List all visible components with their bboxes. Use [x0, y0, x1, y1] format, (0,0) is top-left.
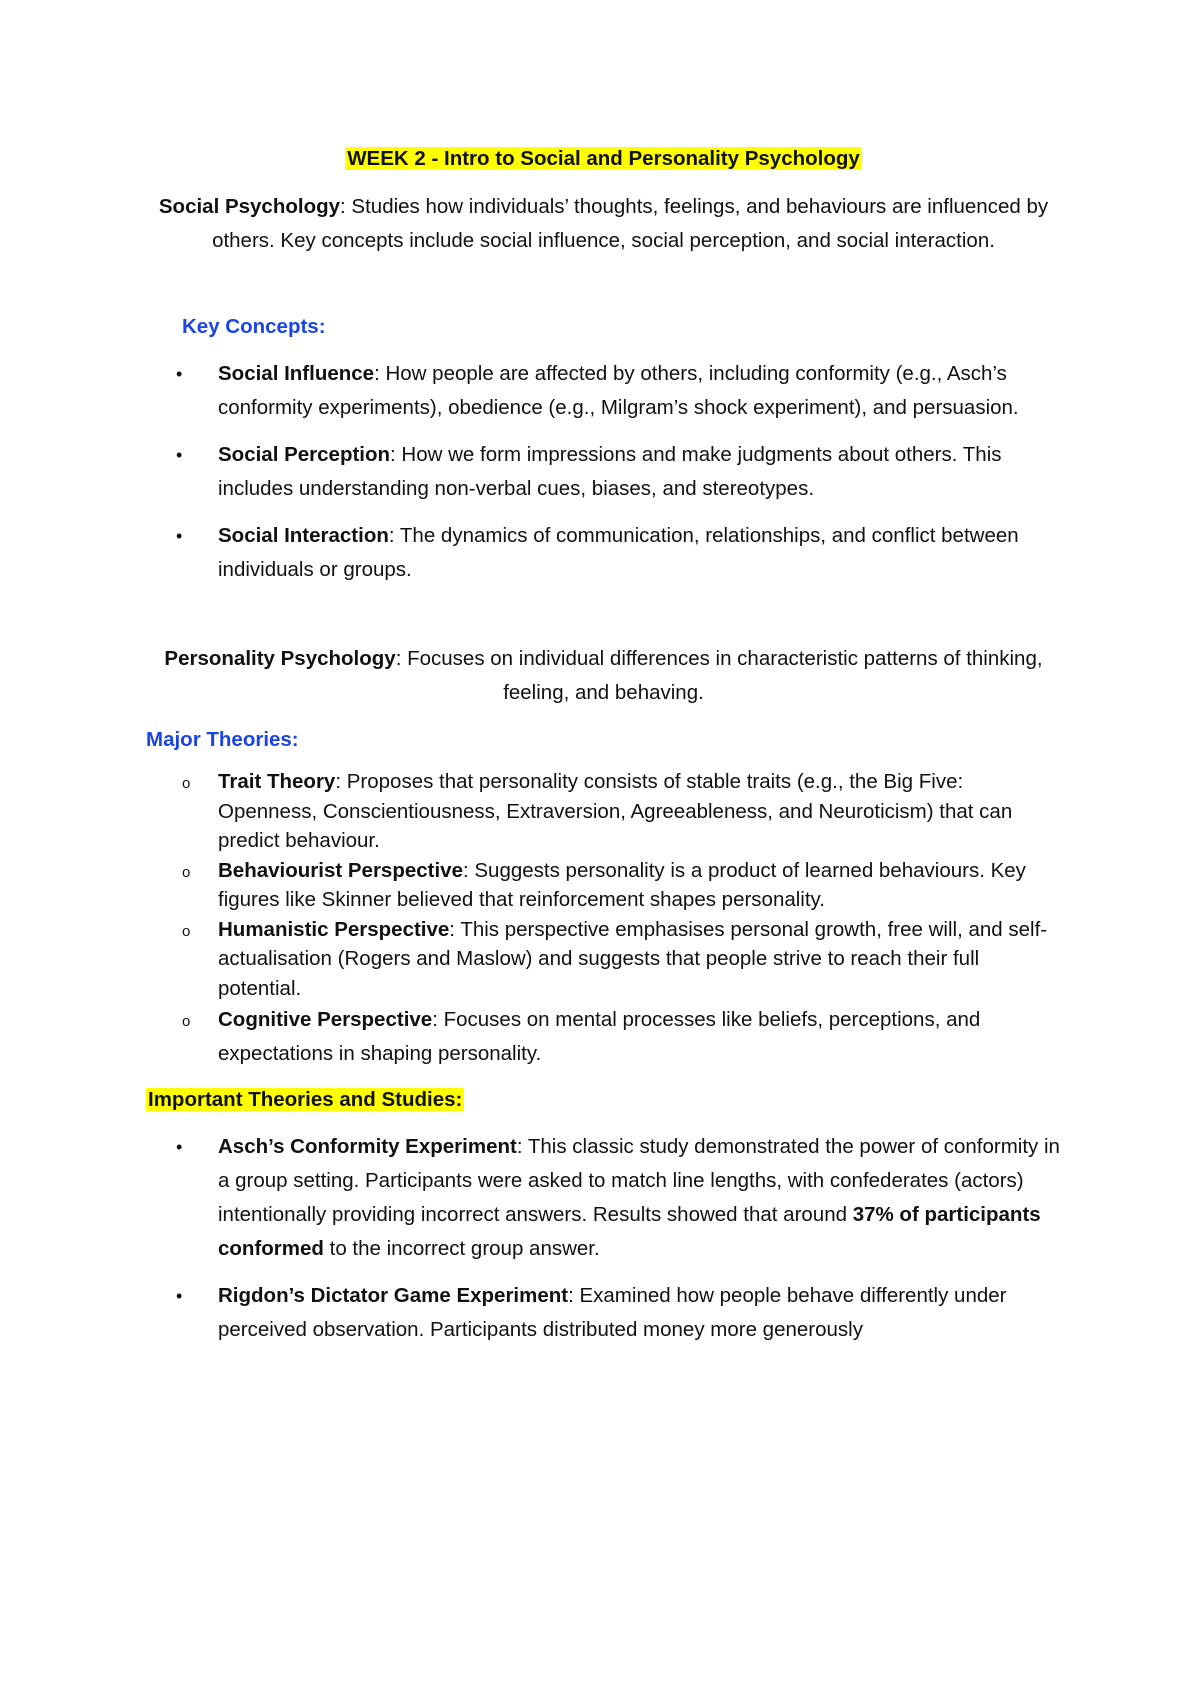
page-title: [146, 142, 1061, 176]
circle-bullet-icon: o: [182, 922, 191, 940]
social-psychology-term: Social Psychology: [158, 195, 341, 218]
document-content: [146, 142, 1061, 1347]
key-concepts-heading: Key Concepts:: [182, 315, 326, 338]
item-text: : Suggests personality is a product of learned behaviours. Key figures like Skinner believed that reinforcement shapes personality.: [218, 858, 1026, 911]
item-term: Social Influence: [218, 362, 375, 385]
bullet-icon: •: [176, 1137, 183, 1157]
bullet-icon: •: [176, 1286, 183, 1306]
circle-bullet-icon: o: [182, 775, 191, 792]
item-text: : This perspective emphasises personal growth, free will, and self-actualisation (Rogers and Maslow) and suggests that people strive to reach their full potential.: [218, 917, 1048, 1000]
circle-bullet-icon: o: [182, 863, 191, 881]
item-term: Social Perception: [218, 443, 391, 466]
list-item: [146, 519, 1061, 587]
list-item: [146, 1003, 1061, 1071]
list-item: [146, 357, 1061, 425]
bullet-icon: •: [176, 364, 183, 384]
bullet-icon: •: [176, 445, 183, 465]
item-term: Asch’s Conformity Experiment: [218, 1135, 517, 1158]
title-highlight: WEEK 2 - Intro to Social and Personality Psychology: [347, 147, 860, 170]
list-item: [146, 915, 1061, 1004]
item-text: : How we form impressions and make judgments about others. This includes understanding non-verbal cues, biases, and stereotypes.: [218, 443, 1002, 500]
item-text: : Focuses on mental processes like beliefs, perceptions, and expectations in shaping personality.: [218, 1008, 981, 1065]
item-text-tail: to the incorrect group answer.: [323, 1237, 600, 1260]
social-psychology-paragraph: [146, 190, 1061, 258]
item-text: : How people are affected by others, including conformity (e.g., Asch’s conformity experiments), obedience (e.g., Milgram’s shock experiment), and persuasion.: [218, 362, 1019, 419]
personality-psychology-text: : Focuses on individual differences in characteristic patterns of thinking, feeling, and behaving.: [395, 647, 1043, 704]
circle-bullet-icon: o: [182, 1013, 191, 1030]
studies-heading-highlight: Important Theories and Studies:: [148, 1088, 463, 1111]
social-psychology-text: : Studies how individuals’ thoughts, feelings, and behaviours are influenced by others. Key concepts include social influence, social perception, and social interaction.: [212, 195, 1049, 252]
item-term: Social Interaction: [218, 524, 389, 547]
major-theories-list: [146, 767, 1061, 1071]
bullet-icon: •: [176, 526, 183, 546]
personality-psychology-paragraph: [146, 642, 1061, 710]
list-item: [146, 856, 1061, 915]
item-text: : The dynamics of communication, relationships, and conflict between individuals or groups.: [218, 524, 1019, 581]
item-text: : Examined how people behave differently under perceived observation. Participants distributed money more generously: [218, 1284, 1007, 1341]
item-term: Behaviourist Perspective: [218, 858, 463, 882]
item-term: Cognitive Perspective: [218, 1008, 433, 1031]
list-item: [146, 438, 1061, 506]
item-text: : Proposes that personality consists of stable traits (e.g., the Big Five: Openness, Conscientiousness, Extraversion, Agreeableness, and Neuroticism) that can predict behaviour.: [218, 770, 1013, 852]
list-item: [146, 1279, 1061, 1347]
key-concepts-list: [146, 357, 1061, 587]
studies-list: [146, 1130, 1061, 1347]
item-term: Rigdon’s Dictator Game Experiment: [218, 1284, 569, 1307]
personality-psychology-term: Personality Psychology: [164, 647, 396, 670]
studies-heading: [146, 1083, 1061, 1117]
major-theories-heading: Major Theories:: [146, 728, 299, 751]
list-item: [146, 1130, 1061, 1266]
item-term: Trait Theory: [218, 770, 336, 793]
item-bold-result: 37% of participants conformed: [218, 1203, 1041, 1260]
list-item: [146, 767, 1061, 856]
item-text: : This classic study demonstrated the power of conformity in a group setting. Participants were asked to match line lengths, with confederates (actors) intentionally providing incorrect answers. Results showed that around: [218, 1135, 1060, 1226]
item-term: Humanistic Perspective: [218, 917, 450, 941]
